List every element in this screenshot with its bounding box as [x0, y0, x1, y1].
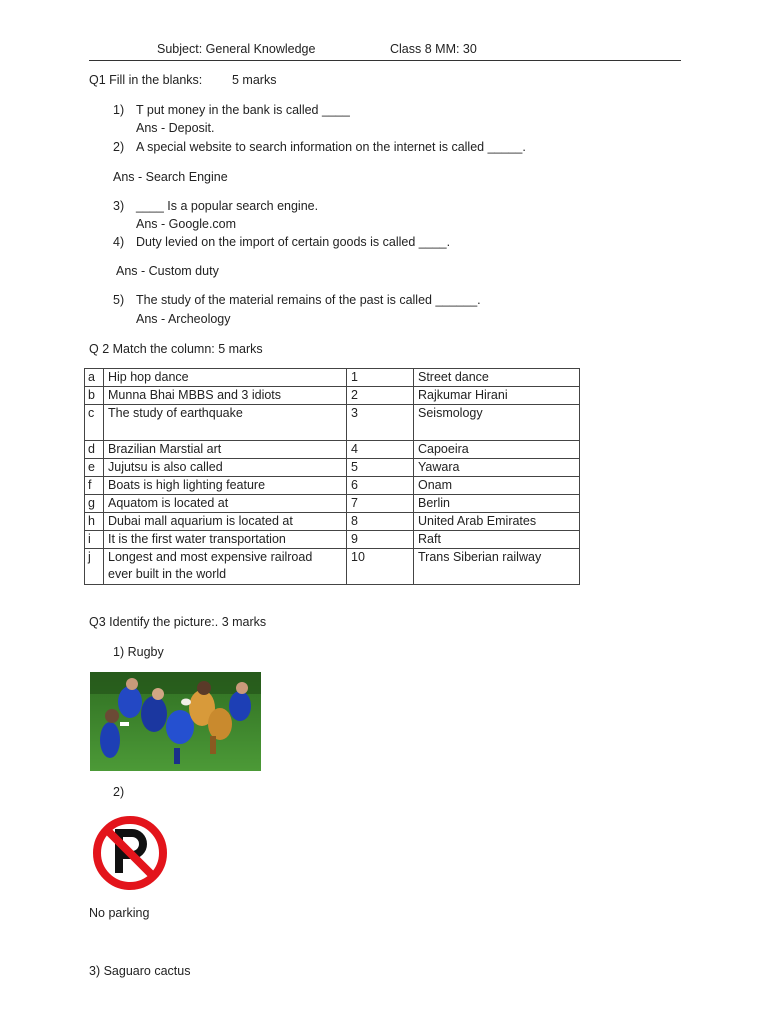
table-row [85, 405, 580, 441]
no-parking-sign-icon [92, 815, 168, 891]
row-number: 3 [347, 405, 414, 441]
q1-item-5-text: The study of the material remains of the past is called ______. [136, 293, 481, 307]
q1-item-2-text: A special website to search information on the internet is called _____. [136, 140, 526, 154]
table-row [85, 531, 580, 549]
row-right: Yawara [414, 459, 580, 477]
row-right: Trans Siberian railway [414, 549, 580, 585]
row-left-line-1: Longest and most expensive railroad [108, 550, 313, 564]
row-number: 10 [347, 549, 414, 585]
q3-title: Q3 Identify the picture:. 3 marks [89, 615, 267, 629]
row-number: 5 [347, 459, 414, 477]
q1-item-1-num: 1) [113, 103, 125, 117]
row-right: Onam [414, 477, 580, 495]
q1-item-4-num: 4) [113, 235, 125, 249]
row-number: 4 [347, 441, 414, 459]
row-letter: b [85, 387, 104, 405]
row-number: 6 [347, 477, 414, 495]
row-left: Hip hop dance [104, 369, 347, 387]
row-left: The study of earthquake [104, 405, 347, 441]
row-letter: c [85, 405, 104, 441]
row-number: 9 [347, 531, 414, 549]
row-number: 8 [347, 513, 414, 531]
row-right: Raft [414, 531, 580, 549]
class-mm-text: Class 8 MM: 30 [390, 42, 477, 56]
q1-item-5-answer: Ans - Archeology [136, 312, 231, 326]
q1-item-4-text: Duty levied on the import of certain goods is called ____. [136, 235, 451, 249]
match-table [84, 368, 580, 585]
row-left: Jujutsu is also called [104, 459, 347, 477]
q3-item-1: 1) Rugby [113, 645, 164, 659]
q1-marks: 5 marks [232, 73, 277, 87]
rugby-photo [90, 672, 261, 771]
row-right: Rajkumar Hirani [414, 387, 580, 405]
table-row [85, 549, 580, 585]
row-letter: a [85, 369, 104, 387]
q1-item-3-text: ____ Is a popular search engine. [136, 199, 319, 213]
row-left: Boats is high lighting feature [104, 477, 347, 495]
table-row [85, 477, 580, 495]
row-number: 2 [347, 387, 414, 405]
row-left: It is the first water transportation [104, 531, 347, 549]
header-rule [89, 60, 681, 61]
row-left [104, 549, 347, 585]
table-row [85, 513, 580, 531]
row-letter: h [85, 513, 104, 531]
row-letter: f [85, 477, 104, 495]
row-left: Dubai mall aquarium is located at [104, 513, 347, 531]
subject-text: Subject: General Knowledge [157, 42, 316, 56]
row-letter: j [85, 549, 104, 585]
q3-item-2: 2) [113, 785, 125, 799]
table-row [85, 387, 580, 405]
row-right: Street dance [414, 369, 580, 387]
table-row [85, 369, 580, 387]
row-number: 1 [347, 369, 414, 387]
row-letter: e [85, 459, 104, 477]
q1-item-1-answer: Ans - Deposit. [136, 121, 215, 135]
row-left: Aquatom is located at [104, 495, 347, 513]
table-row [85, 459, 580, 477]
no-parking-label: No parking [89, 906, 150, 920]
q1-item-1-text: T put money in the bank is called ____ [136, 103, 350, 117]
row-left: Munna Bhai MBBS and 3 idiots [104, 387, 347, 405]
row-right: Berlin [414, 495, 580, 513]
q1-item-3-num: 3) [113, 199, 125, 213]
q1-title: Q1 Fill in the blanks: [89, 73, 203, 87]
q1-item-5-num: 5) [113, 293, 125, 307]
row-number: 7 [347, 495, 414, 513]
q1-item-4-answer: Ans - Custom duty [116, 264, 219, 278]
table-row [85, 495, 580, 513]
row-right: United Arab Emirates [414, 513, 580, 531]
q3-item-3: 3) Saguaro cactus [89, 964, 191, 978]
row-letter: i [85, 531, 104, 549]
q2-title: Q 2 Match the column: 5 marks [89, 342, 263, 356]
row-letter: g [85, 495, 104, 513]
q1-item-2-num: 2) [113, 140, 125, 154]
row-letter: d [85, 441, 104, 459]
row-left: Brazilian Marstial art [104, 441, 347, 459]
row-right: Seismology [414, 405, 580, 441]
q1-item-2-answer: Ans - Search Engine [113, 170, 228, 184]
row-right: Capoeira [414, 441, 580, 459]
q1-item-3-answer: Ans - Google.com [136, 217, 237, 231]
row-left-line-2: ever built in the world [108, 567, 227, 581]
table-row [85, 441, 580, 459]
